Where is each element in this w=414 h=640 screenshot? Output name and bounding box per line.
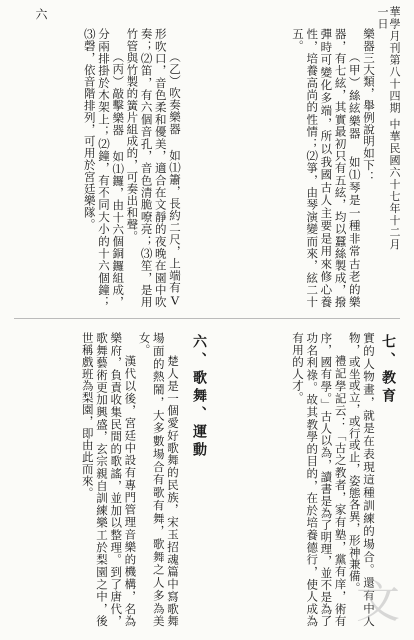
paragraph: （乙）吹奏樂器 如⑴簫，長約二尺，上端有V形吹口，音色柔和優美，適合在文靜的夜晚在園中吹奏；⑵笛，有六個音孔，音色清脆嘹亮；⑶笙，是用竹管與竹製的簧片組成的，可奏出和聲。 xyxy=(125,28,182,308)
running-header: 華學月刊第八十四期 中華民國六十七年十二月一日 xyxy=(376,6,401,251)
paragraph: （丙）敲擊樂器 如⑴鑼，由十六個銅鑼組成，分兩排掛於木架上；⑵鐘，有不同大小的十六個鐘；⑶磬，依音階排列，可用於宮廷樂隊。 xyxy=(82,28,126,308)
section-divider xyxy=(14,318,400,319)
column-lower-left xyxy=(22,332,180,627)
paragraph: 禮記學記云：「古之教者，家有塾，黨有庠，術有序，國有學。」古人以為，讀書是為了明理，並不是為了功名利祿。故其教學的目的，在於培養德行，使人成為有用的人才。 xyxy=(290,332,348,627)
section-title-song-dance: 六、歌舞、運動 xyxy=(191,334,207,460)
paragraph: 漢代以後，宮廷中設有專門管理音樂的機構，名為樂府，負責收集民間的歌謠，並加以整理。到了唐代，歌舞藝術更加興盛，玄宗親自訓練樂工於梨園之中，後世稱戲班為梨園，即由此而來。 xyxy=(80,332,138,627)
watermark-logo: 文 xyxy=(356,577,404,628)
page-number: 六 xyxy=(34,8,48,20)
section-title-education: 七、教育 xyxy=(380,334,396,406)
paragraph: 楚人是一個愛好歌舞的民族，宋玉招魂篇中寫歌舞場面的熱鬧，大多數場合有歌有舞，歌舞之人多為美女。 xyxy=(137,332,180,627)
paragraph: 樂器三大類，舉例說明如下： xyxy=(362,28,376,183)
paragraph: 實的人物畫，就是在表現這種訓練的場合。還有中人物，或坐或立，或行或止，姿態各異，形神兼備。 xyxy=(347,332,376,627)
paragraph: （甲）絲絃樂器 如⑴琴是一種非常古老的樂器，有七絃，其實最初只有五絃，均以蠶絲製成，撥彈時可變化多端，所以我國古人主要是用來修心養性，培養高尚的性情；⑵箏，由琴演變而來，絃二十五。 xyxy=(290,28,362,308)
column-lower-right xyxy=(196,332,376,627)
column-upper-right xyxy=(198,28,376,308)
column-upper-left xyxy=(22,28,182,308)
